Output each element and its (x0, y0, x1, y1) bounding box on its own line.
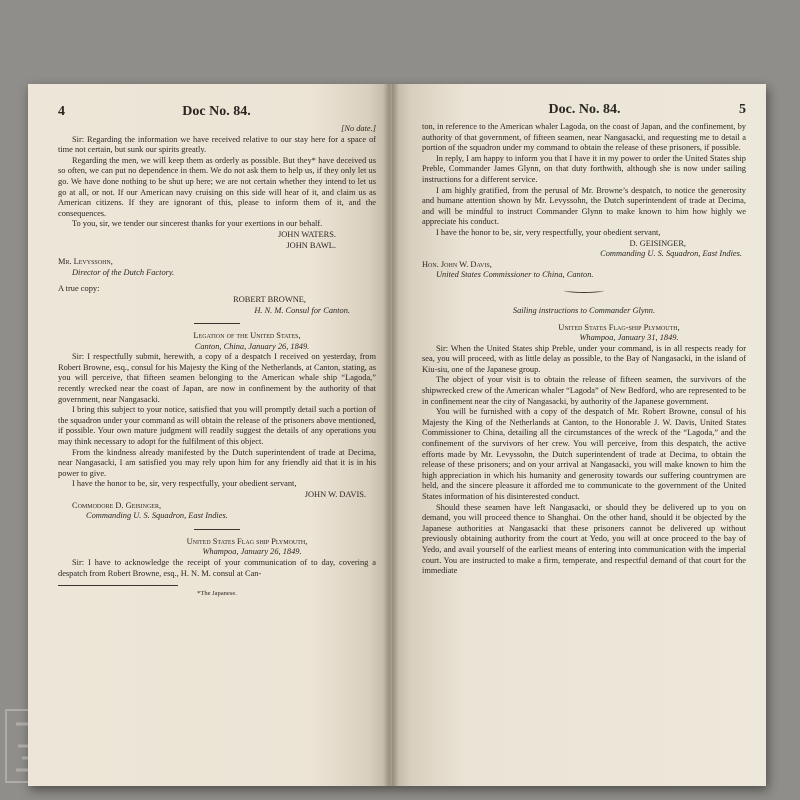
paragraph: Sir: When the United States ship Preble, under your command, is in all respects ready for sea, you will proceed, with as little delay as possible, to the Bay of Nangasacki, in the island of Kiu-siu, one of the Japanese group. (422, 343, 746, 374)
paragraph: Sir: Regarding the information we have received relative to our stay here for a space of time not certain, but sunk our spirits greatly. (58, 134, 376, 155)
addressee-name: Hon. John W. Davis, (422, 259, 492, 269)
running-title: Doc No. 84. (182, 104, 251, 119)
letter-date: Canton, China, January 26, 1849. (194, 341, 310, 351)
letter-heading: United States Flag ship Plymouth, (186, 536, 308, 546)
paragraph: You will be furnished with a copy of the despatch of Mr. Robert Browne, consul of his Majesty the King of the Netherlands at Canton, to the Honorable J. W. Davis, United States Commissioner to China, detailing all the circumstances of the wreck of the “Lagoda,” and the confinement of the survivors of her crew. You will perceive, from this despatch, the active efforts made by Mr. Levyssohn, the Dutch superintendent of trade at Decima, to obtain the release of these prisoners; and on your arrival at Nangasacki, you will make known to him the high appreciation in which his humanity and generosity towards our suffering countrymen are held, and the sincere pleasure it afforded me to communicate to the government of the United States information of his disinterested conduct. (422, 407, 746, 501)
signature: ROBERT BROWNE, (233, 294, 306, 304)
section-title: Sailing instructions to Commander Glynn. (512, 305, 656, 315)
paragraph: I am highly gratified, from the perusal of Mr. Browne’s despatch, to notice the generosity and humane attention shown by Mr. Levyssohn, the Dutch superintendent of trade at Decima, and will be mindful to instruct Commander Glynn to make known to him how highly we appreciate his conduct. (422, 185, 746, 227)
divider (564, 288, 604, 293)
signature: JOHN WATERS. (277, 229, 336, 239)
right-page (392, 84, 766, 786)
paragraph: Should these seamen have left Nangasacki, or should they be delivered up to you on demand, you will proceed thence to Shanghai. On the other hand, should it be objected by the Japanese authorities at Nangasacki that these prisoners cannot be delivered up without previously obtaining authority from the court at Yedo, you will at once proceed to the bay of Yedo, and avail yourself of the earliest means of entering into communication with the imperial court. You are instructed to make a firm, temperate, and respectful demand of that court for the immediate (422, 502, 746, 576)
signature: JOHN BAWL. (286, 240, 336, 250)
divider (194, 323, 240, 324)
addressee-title: Commanding U. S. Squadron, East Indies. (86, 511, 228, 521)
addressee-title: Director of the Dutch Factory. (72, 267, 175, 277)
paragraph: Sir: I respectfully submit, herewith, a copy of a despatch I received on yesterday, from Robert Browne, esq., consul for his Majesty the King of the Netherlands, at Canton, stating, as you will perceive, that fifteen seamen belonging to the American whale ship “Lagoda,” recently wrecked near the coast of Japan, are now in confinement by the authority of that government, near Nangasacki. (58, 352, 376, 404)
paragraph: ton, in reference to the American whaler Lagoda, on the coast of Japan, and the confinement, by authority of that government, of fifteen seamen, near Nangasacki, and requesting me to detail a portion of the squadron under my command to obtain the release of these prisoners, if possible. (422, 122, 746, 153)
letter-heading: Legation of the United States, (193, 331, 301, 341)
letter-date: Whampoa, January 31, 1849. (579, 333, 679, 343)
letter-date: Whampoa, January 26, 1849. (202, 547, 302, 557)
book-gutter (383, 84, 399, 786)
left-page-text (58, 124, 376, 600)
addressee-title: United States Commissioner to China, Canton. (436, 270, 594, 280)
divider (194, 529, 240, 530)
paragraph: I bring this subject to your notice, satisfied that you will promptly detail such a portion of the squadron under your command as will obtain the release of the prisoners above mentioned, if possible. Your own mature judgment will readily suggest the details of any operations you may think necessary to adopt for the fulfilment of this object. (58, 405, 376, 447)
left-page (28, 84, 390, 786)
addressee-name: Mr. Levyssohn, (58, 257, 113, 267)
paragraph: From the kindness already manifested by the Dutch superintendent of trade at Decima, near Nangasacki, I am satisfied you may rely upon him for any friendly aid that it is in his power to give. (58, 447, 376, 478)
paragraph: I have the honor to be, sir, very respectfully, your obedient servant, (72, 479, 297, 489)
seal-watermark (2, 706, 60, 786)
running-title: Doc. No. 84. (548, 102, 621, 117)
signature: D. GEISINGER, (629, 238, 686, 248)
signature-title: Commanding U. S. Squadron, East Indies. (600, 249, 742, 259)
right-page-header (422, 102, 746, 118)
paragraph: Regarding the men, we will keep them as orderly as possible. But they* have deceived us so often, we can put no dependence in them. We do not ask them to help us, if they only let us go. We have done nothing to be shut up here; we are not certain whether they intend to let us go at all, or not. If our American navy cruising on this side will hear of it, and claim us as American citizens. If they are ignorant of this, please to inform them of it, and the consequences. (58, 155, 376, 218)
page-number: 5 (739, 102, 746, 117)
letter-heading: United States Flag-ship Plymouth, (558, 322, 680, 332)
left-page-header (58, 104, 376, 120)
footnote-rule (58, 585, 178, 586)
true-copy-label: A true copy: (58, 284, 100, 294)
paragraph: I have the honor to be, sir, very respectfully, your obedient servant, (436, 227, 661, 237)
no-date-note: [No date.] (341, 124, 376, 133)
signature-title: H. N. M. Consul for Canton. (254, 305, 350, 315)
paragraph: In reply, I am happy to inform you that I have it in my power to order the United States ship Preble, Commander James Glynn, on that duty forthwith, although she is now under sailing instructions for a different service. (422, 153, 746, 184)
paragraph: To you, sir, we tender our sincerest thanks for your exertions in our behalf. (72, 219, 323, 229)
open-book (28, 84, 766, 786)
paragraph: The object of your visit is to obtain the release of fifteen seamen, the survivors of the shipwrecked crew of the American whaler “Lagoda” of New Bedford, who are represented to be in confinement near the city of Nangasacki, by authority of the Japanese government. (422, 375, 746, 406)
signature: JOHN W. DAVIS. (304, 490, 366, 499)
right-page-text (422, 122, 746, 577)
addressee-name: Commodore D. Geisinger, (72, 500, 162, 510)
paragraph: Sir: I have to acknowledge the receipt of your communication of to day, covering a despatch from Robert Browne, esq., H. N. M. consul at Can- (58, 557, 376, 578)
footnote: *The Japanese. (197, 590, 237, 598)
page-number: 4 (58, 104, 65, 119)
